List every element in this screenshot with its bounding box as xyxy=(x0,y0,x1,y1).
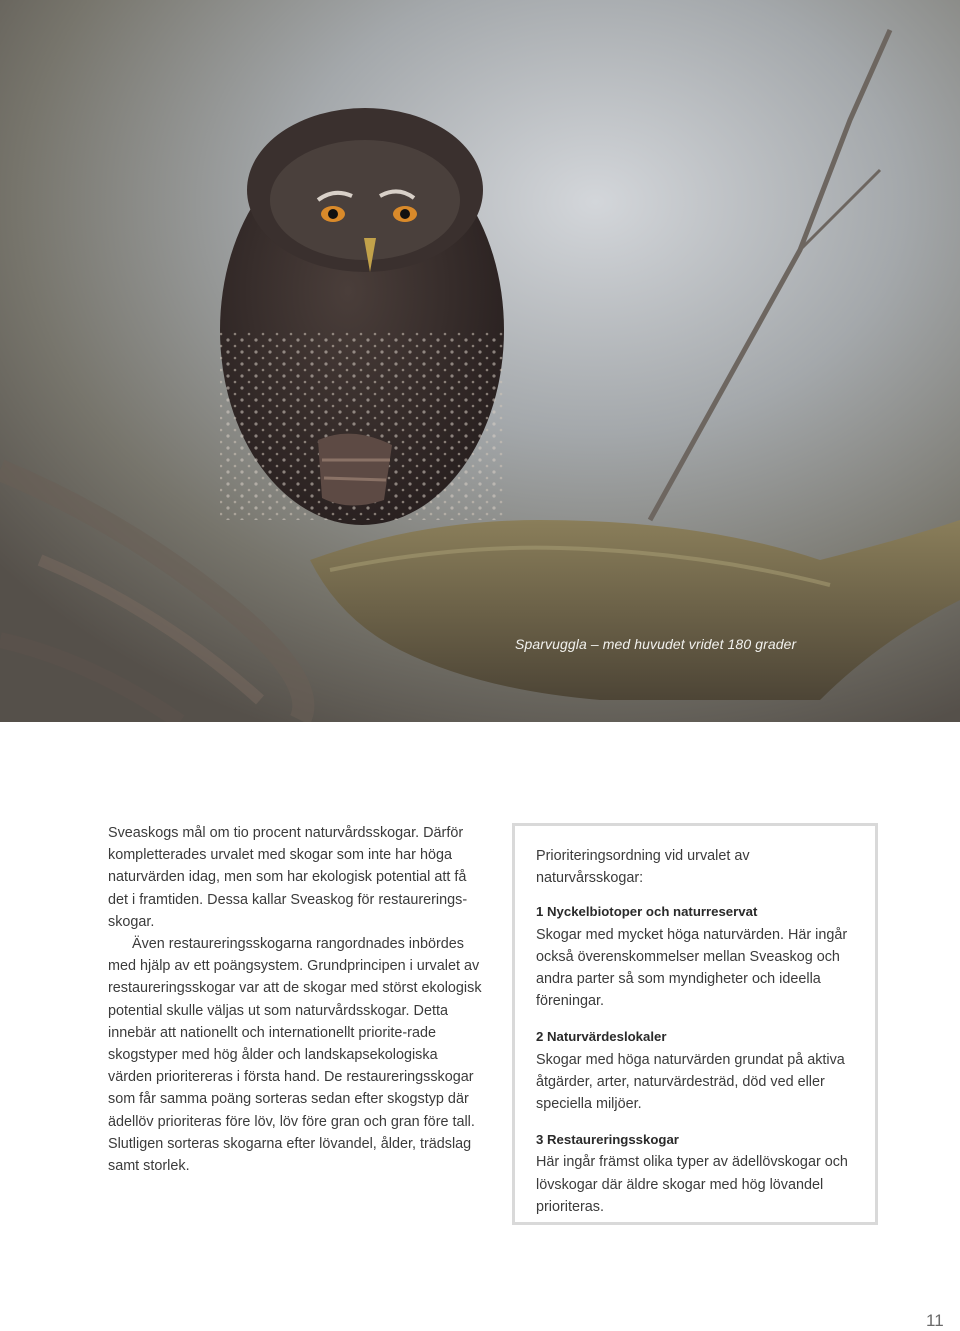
page-number: 11 xyxy=(926,1311,944,1330)
paragraph-2: Även restaureringsskogarna rangordnades inbördes med hjälp av ett poängsystem. Grundprincipen i urvalet av restaureringsskogar var att de skogar med störst ekologisk potential skulle väljas ut som naturvårdsskogar. Detta innebär att nationellt och internationellt priorite-rade skogstyper med hög ålder och landskapsekologiska värden prioritereras i första hand. De restaureringsskogar som får samma poäng sorteras sedan efter skogstyp där ädellöv prioriteras före löv, löv före gran och gran före tall. Slutligen sorteras skogarna efter lövandel, ålder, trädslag samt storlek. xyxy=(108,936,482,1175)
priority-item-title: 3 Restaureringsskogar xyxy=(536,1132,679,1148)
priority-item xyxy=(536,1129,855,1218)
priority-item xyxy=(536,1026,855,1115)
priority-item-text: Skogar med mycket höga naturvärden. Här ingår också överenskommelser mellan Sveaskog och andra parter så som myndigheter och ideella föreningar. xyxy=(536,926,848,1010)
priority-item-title: 1 Nyckelbiotoper och naturreservat xyxy=(536,904,758,920)
info-box-intro: Prioriteringsordning vid urvalet av naturvårsskogar: xyxy=(536,848,750,887)
photo-caption: Sparvuggla – med huvudet vridet 180 grader xyxy=(515,636,797,652)
main-text-column xyxy=(108,822,482,1177)
priority-item-text: Här ingår främst olika typer av ädellövskogar och lövskogar där äldre skogar med hög lövandel prioriteras. xyxy=(536,1154,848,1215)
paragraph-1: Sveaskogs mål om tio procent naturvårdsskogar. Därför kompletterades urvalet med skogar som inte har höga naturvärden idag, men som har ekologisk potential att få det i framtiden. Dessa kallar Sveaskog för restaurerings-skogar. xyxy=(108,825,468,930)
priority-item xyxy=(536,901,855,1012)
priority-item-title: 2 Naturvärdeslokaler xyxy=(536,1029,667,1045)
priority-item-text: Skogar med höga naturvärden grundat på aktiva åtgärder, arter, naturvärdesträd, död ved eller speciella miljöer. xyxy=(536,1051,845,1113)
priority-info-box xyxy=(512,823,878,1225)
